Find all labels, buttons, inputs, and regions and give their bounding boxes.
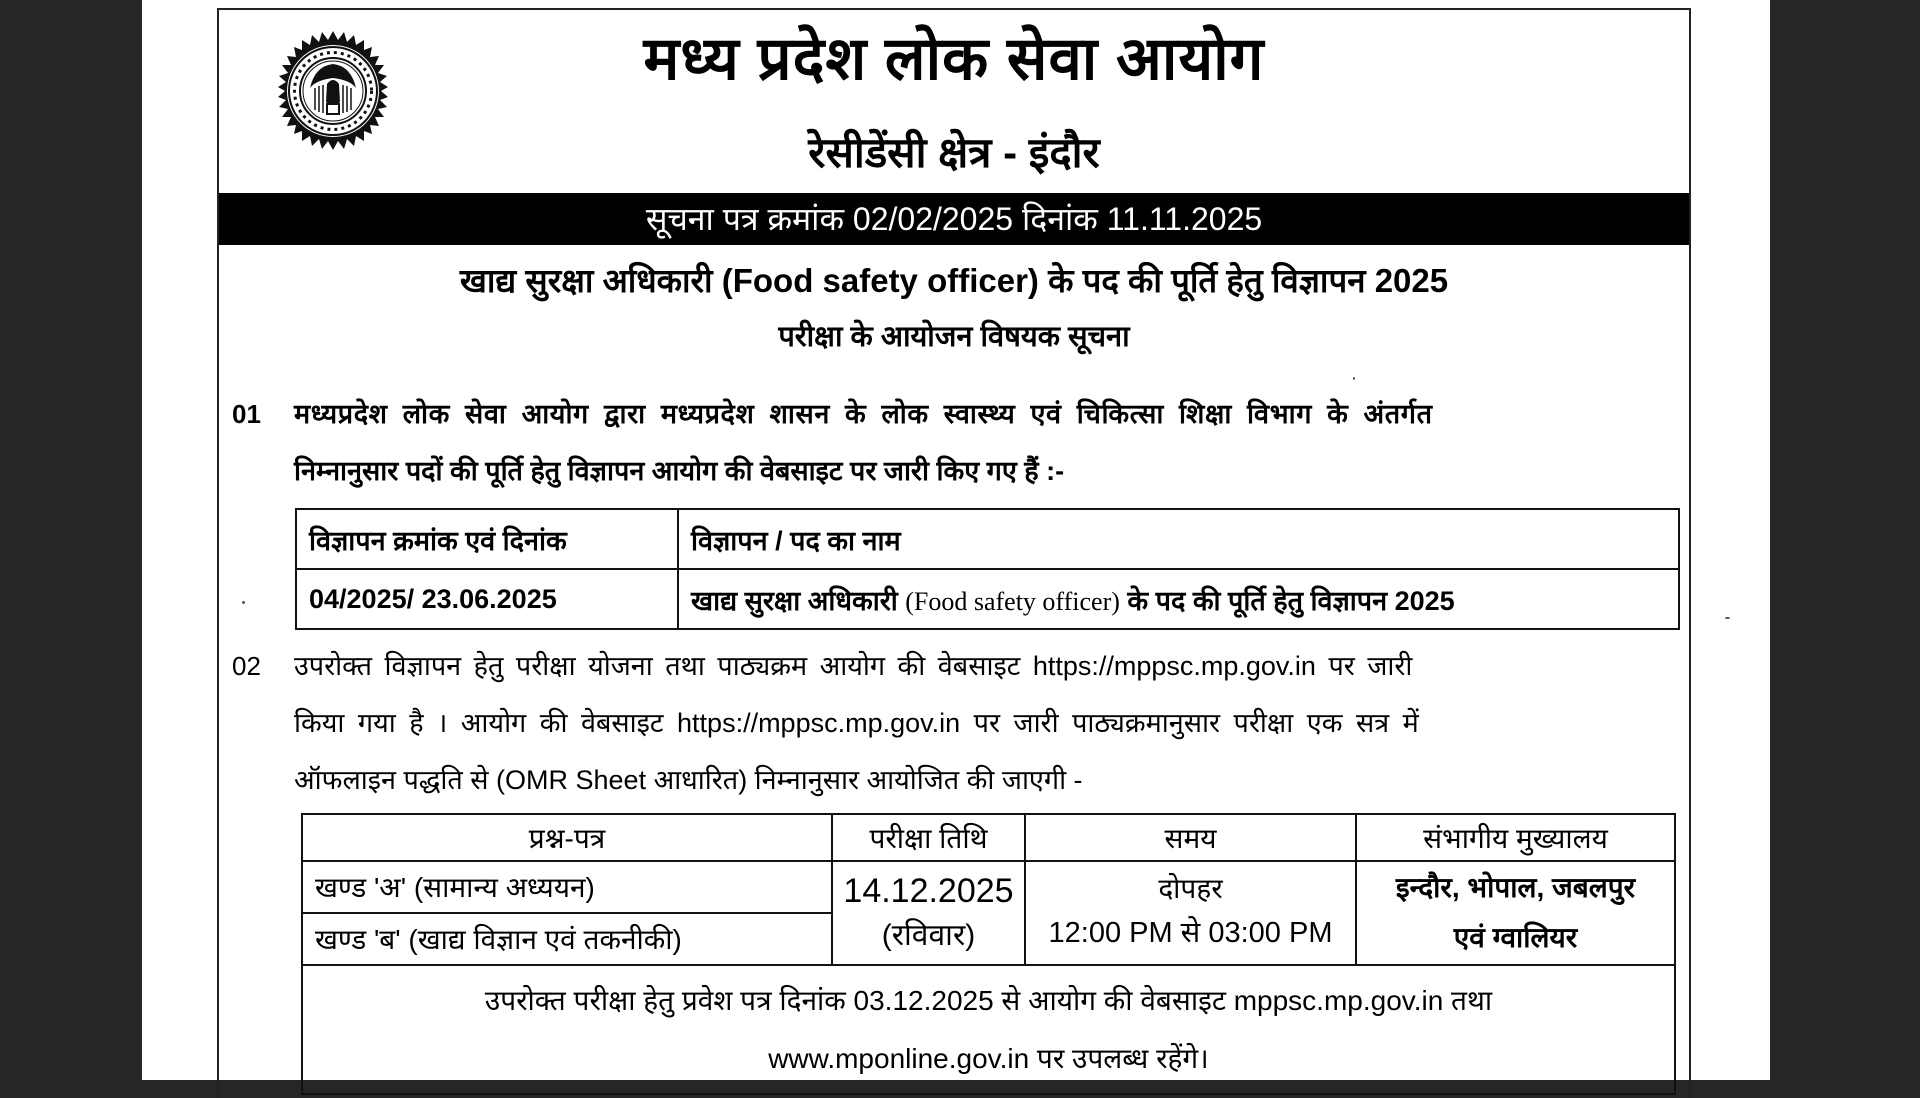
table-header-row: [296, 509, 1679, 569]
scan-speck: [1353, 377, 1355, 380]
paragraph-number: 01: [232, 399, 261, 429]
scan-speck: [1725, 617, 1730, 619]
paragraph-line: उपरोक्त विज्ञापन हेतु परीक्षा योजना तथा पाठ्यक्रम आयोग की वेबसाइट https://mppsc.mp.gov.in पर जारी: [294, 651, 1413, 681]
advertisement-post-name: [678, 569, 1679, 629]
table-header-cell: परीक्षा तिथि: [832, 814, 1025, 861]
table-header-cell: संभागीय मुख्यालय: [1356, 814, 1675, 861]
paper-section-b: खण्ड 'ब' (खाद्य विज्ञान एवं तकनीकी): [302, 913, 832, 965]
paragraph-01: [232, 386, 1682, 500]
exam-date: 14.12.2025: [843, 872, 1014, 910]
document-page: [142, 0, 1770, 1080]
paragraph-line: ऑफलाइन पद्धति से (OMR Sheet आधारित) निम्नानुसार आयोजित की जाएगी -: [294, 765, 1083, 795]
exam-schedule-table: [301, 813, 1676, 1095]
exam-time-cell: [1025, 861, 1356, 965]
info-line: www.mponline.gov.in पर उपलब्ध रहेंगे।: [768, 1043, 1209, 1074]
paragraph-02: [232, 638, 1682, 809]
paper-section-a: खण्ड 'अ' (सामान्य अध्ययन): [302, 861, 832, 913]
post-name-english: (Food safety officer): [905, 586, 1120, 616]
divisional-hq-cell: [1356, 861, 1675, 965]
paragraph-number: 02: [232, 651, 261, 681]
info-line: उपरोक्त परीक्षा हेतु प्रवेश पत्र दिनांक 03.12.2025 से आयोग की वेबसाइट mppsc.mp.gov.in तथा: [484, 985, 1493, 1016]
office-location: रेसीडेंसी क्षेत्र - इंदौर: [808, 129, 1100, 176]
admit-card-info: [302, 965, 1675, 1094]
post-name-hindi: खाद्य सुरक्षा अधिकारी: [691, 585, 906, 616]
advertisement-table: [295, 508, 1680, 630]
exam-day: (रविवार): [881, 919, 976, 952]
advertisement-number-date: 04/2025/ 23.06.2025: [296, 569, 678, 629]
table-row: [302, 861, 1675, 913]
exam-date-cell: [832, 861, 1025, 965]
paragraph-line: निम्नानुसार पदों की पूर्ति हेतु विज्ञापन आयोग की वेबसाइट पर जारी किए गए हैं :-: [294, 456, 1065, 486]
hq-cities-2: एवं ग्वालियर: [1453, 922, 1578, 953]
table-header-cell: विज्ञापन क्रमांक एवं दिनांक: [296, 509, 678, 569]
paragraph-line: किया गया है । आयोग की वेबसाइट https://mppsc.mp.gov.in पर जारी पाठ्यक्रमानुसार परीक्षा एक सत्र में: [294, 708, 1419, 738]
table-row: [296, 569, 1679, 629]
time-value: 12:00 PM से 03:00 PM: [1048, 917, 1333, 949]
hq-cities: इन्दौर, भोपाल, जबलपुर: [1395, 872, 1636, 903]
table-header-cell: विज्ञापन / पद का नाम: [678, 509, 1679, 569]
notice-subject-heading: परीक्षा के आयोजन विषयक सूचना: [778, 321, 1130, 353]
notice-number-bar: सूचना पत्र क्रमांक 02/02/2025 दिनांक 11.11.2025: [219, 193, 1689, 245]
table-header-cell: प्रश्न-पत्र: [302, 814, 832, 861]
table-header-cell: समय: [1025, 814, 1356, 861]
advertisement-heading: खाद्य सुरक्षा अधिकारी (Food safety officer) के पद की पूर्ति हेतु विज्ञापन 2025: [459, 262, 1449, 299]
table-header-row: [302, 814, 1675, 861]
post-name-suffix: के पद की पूर्ति हेतु विज्ञापन 2025: [1119, 585, 1455, 616]
time-label: दोपहर: [1158, 873, 1223, 904]
organization-title: मध्य प्रदेश लोक सेवा आयोग: [643, 25, 1265, 92]
scan-speck: [242, 601, 245, 604]
paragraph-line: मध्यप्रदेश लोक सेवा आयोग द्वारा मध्यप्रदेश शासन के लोक स्वास्थ्य एवं चिकित्सा शिक्षा विभाग के अंतर्गत: [294, 399, 1433, 429]
admit-card-info-row: [302, 965, 1675, 1094]
